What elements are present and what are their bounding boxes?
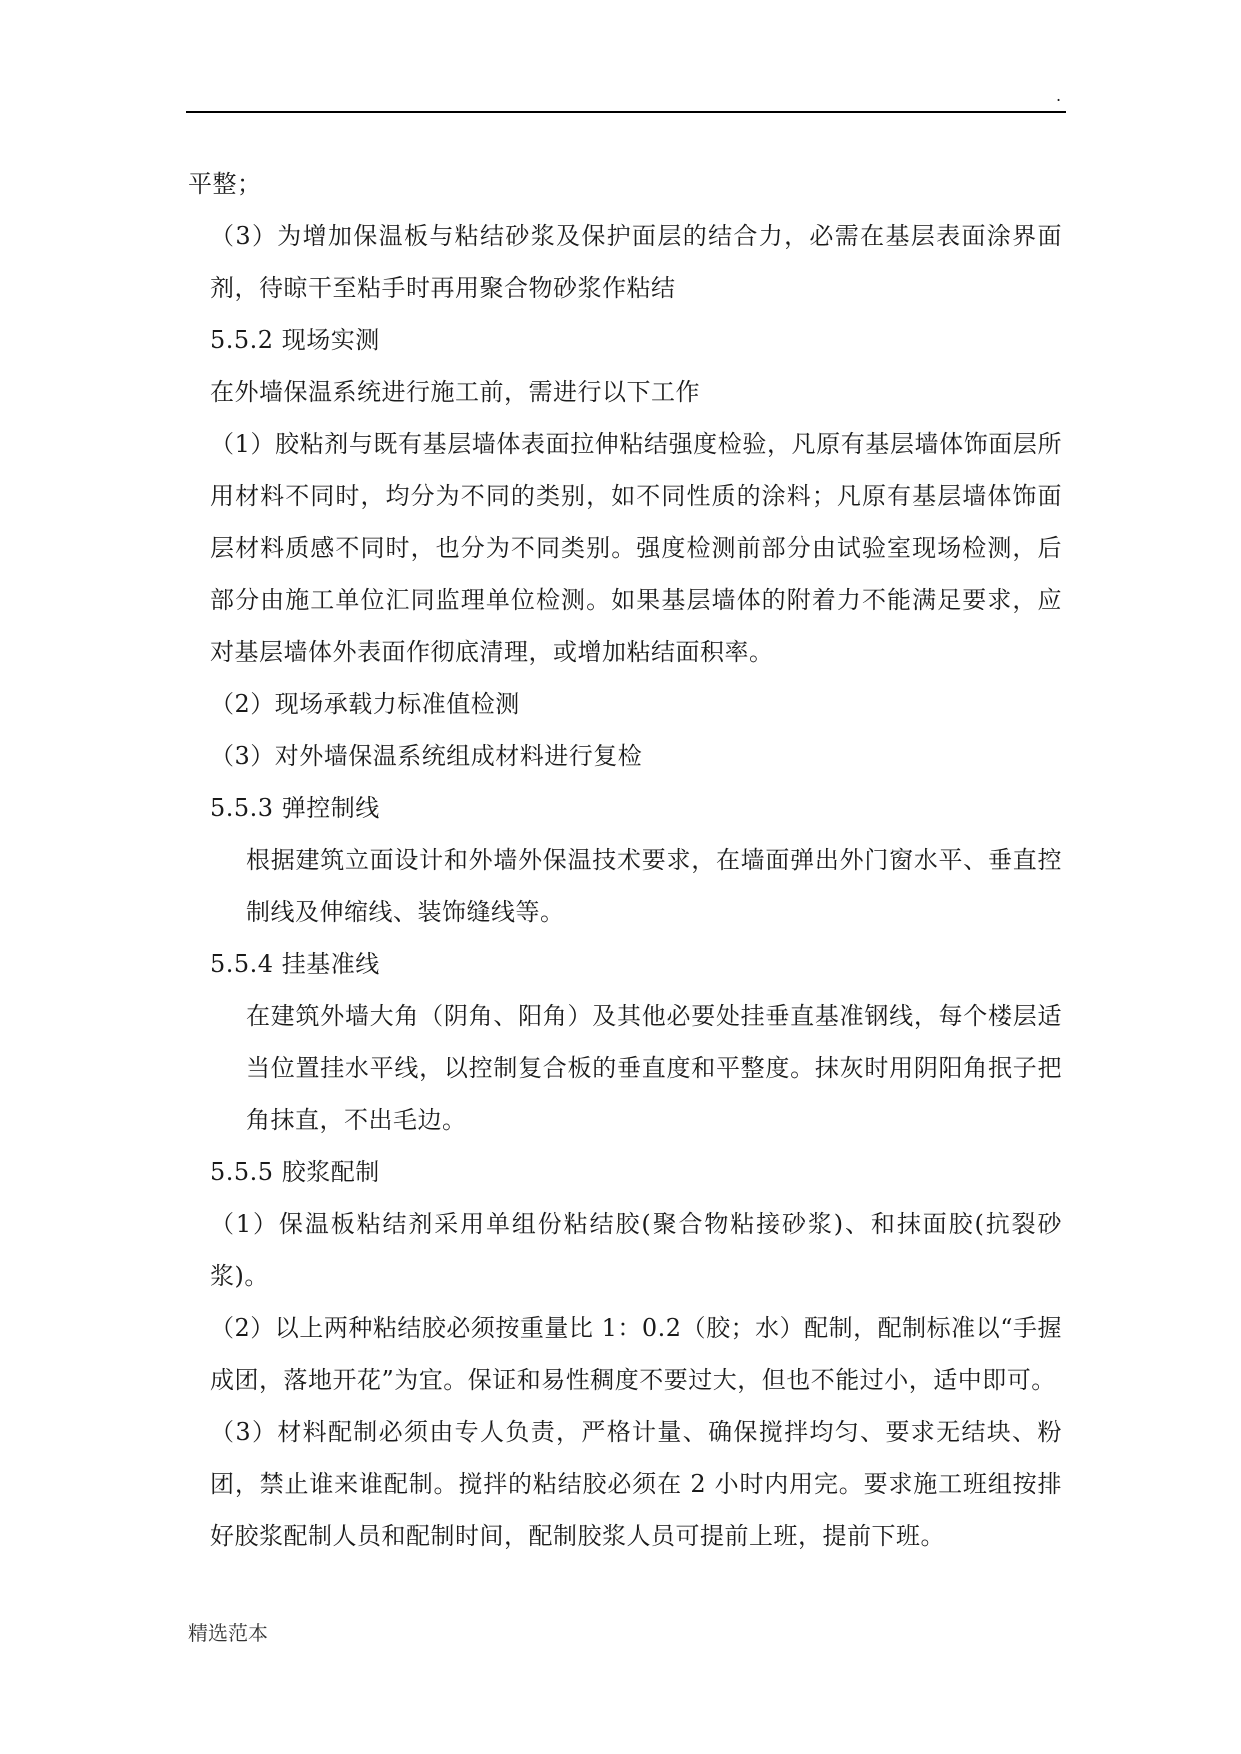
header-mark: . bbox=[1056, 86, 1062, 105]
paragraph-mortar-3: （3）材料配制必须由专人负责，严格计量、确保搅拌均匀、要求无结块、粉团，禁止谁来谁配制。搅拌的粘结胶必须在 2 小时内用完。要求施工班组按排好胶浆配制人员和配制时间，配制胶浆人员可提前上班，提前下班。 bbox=[210, 1418, 1062, 1550]
document-body bbox=[188, 158, 1062, 1562]
paragraph-reference-lines: 在建筑外墙大角（阴角、阳角）及其他必要处挂垂直基准钢线，每个楼层适当位置挂水平线，以控制复合板的垂直度和平整度。抹灰时用阴阳角抿子把角抹直，不出毛边。 bbox=[246, 1002, 1062, 1134]
section-heading-5-5-3: 5.5.3 弹控制线 bbox=[210, 794, 380, 822]
paragraph-item-3b: （3）对外墙保温系统组成材料进行复检 bbox=[210, 742, 643, 770]
paragraph-item-3: （3）为增加保温板与粘结砂浆及保护面层的结合力，必需在基层表面涂界面剂，待晾干至粘手时再用聚合物砂浆作粘结 bbox=[210, 222, 1062, 302]
paragraph-item-2: （2）现场承载力标准值检测 bbox=[210, 690, 520, 718]
header-rule bbox=[186, 111, 1066, 113]
paragraph-continuation: 平整； bbox=[188, 170, 262, 198]
section-heading-5-5-2: 5.5.2 现场实测 bbox=[210, 326, 380, 354]
section-heading-5-5-4: 5.5.4 挂基准线 bbox=[210, 950, 380, 978]
paragraph-item-1: （1）胶粘剂与既有基层墙体表面拉伸粘结强度检验，凡原有基层墙体饰面层所用材料不同时，均分为不同的类别，如不同性质的涂料；凡原有基层墙体饰面层材料质感不同时，也分为不同类别。强度检测前部分由试验室现场检测，后部分由施工单位汇同监理单位检测。如果基层墙体的附着力不能满足要求，应对基层墙体外表面作彻底清理，或增加粘结面积率。 bbox=[210, 430, 1062, 666]
paragraph-control-lines: 根据建筑立面设计和外墙外保温技术要求，在墙面弹出外门窗水平、垂直控制线及伸缩线、装饰缝线等。 bbox=[246, 846, 1062, 926]
paragraph-mortar-1: （1）保温板粘结剂采用单组份粘结胶(聚合物粘接砂浆)、和抹面胶(抗裂砂浆)。 bbox=[210, 1210, 1062, 1290]
footer-label: 精选范本 bbox=[188, 1621, 268, 1645]
paragraph-intro: 在外墙保温系统进行施工前，需进行以下工作 bbox=[210, 378, 700, 406]
section-heading-5-5-5: 5.5.5 胶浆配制 bbox=[210, 1158, 380, 1186]
paragraph-mortar-2: （2）以上两种粘结胶必须按重量比 1：0.2（胶；水）配制，配制标准以“手握成团，落地开花”为宜。保证和易性稠度不要过大，但也不能过小，适中即可。 bbox=[210, 1314, 1062, 1394]
